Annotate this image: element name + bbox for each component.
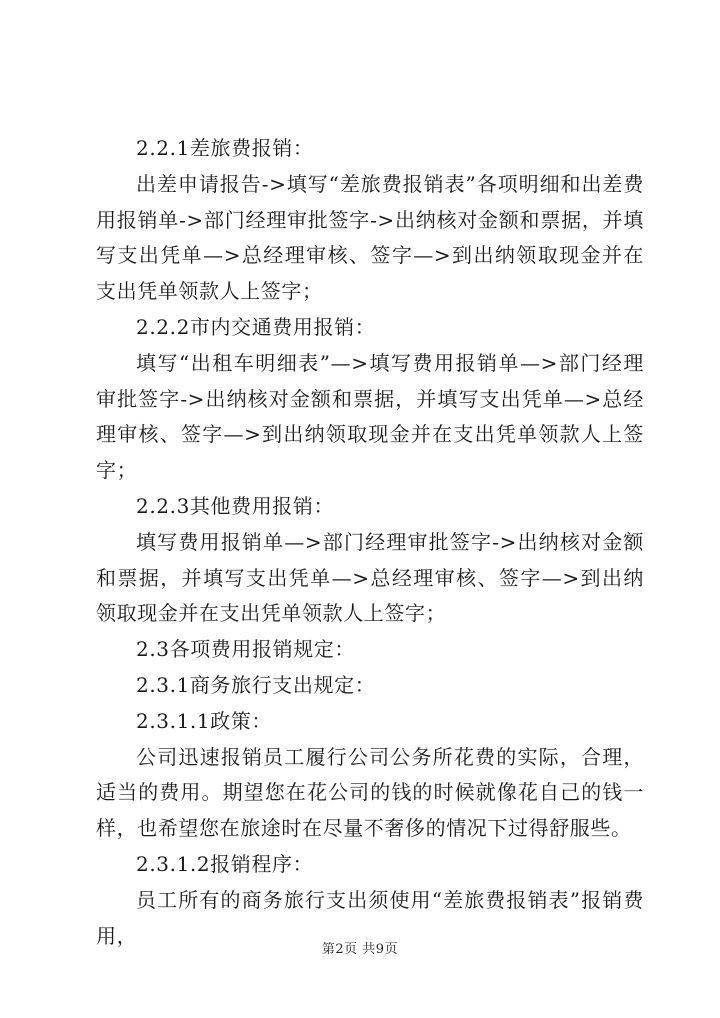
heading-2-2-3: 2.2.3其他费用报销：	[136, 493, 335, 518]
heading-2-3-1: 2.3.1商务旅行支出规定：	[136, 672, 376, 697]
document-body	[96, 131, 644, 954]
paragraph-travel-expense-process: 出差申请报告->填写“差旅费报销表”各项明细和出差费用报销单->部门经理审批签字->出纳核对金额和票据，并填写支出凭单—>总经理审核、签字—>到出纳领取现金并在支出凭单领款人上签字；	[96, 171, 644, 304]
paragraph-policy: 公司迅速报销员工履行公司公务所花费的实际，合理，适当的费用。期望您在花公司的钱的时候就像花自己的钱一样，也希望您在旅途时在尽量不奢侈的情况下过得舒服些。	[96, 744, 644, 841]
heading-2-3: 2.3各项费用报销规定：	[136, 637, 356, 662]
paragraph-reimbursement-procedure: 员工所有的商务旅行支出须使用“差旅费报销表”报销费用，	[96, 887, 644, 948]
page-footer	[0, 938, 720, 957]
heading-2-2-1: 2.2.1差旅费报销：	[136, 136, 314, 160]
heading-2-3-1-1: 2.3.1.1政策：	[136, 708, 272, 733]
heading-2-2-2: 2.2.2市内交通费用报销：	[136, 314, 376, 339]
page-indicator: 第2页 共9页	[321, 942, 399, 957]
paragraph-other-expense-process: 填写费用报销单—>部门经理审批签字->出纳核对金额和票据，并填写支出凭单—>总经理审核、签字—>到出纳领取现金并在支出凭单领款人上签字；	[96, 529, 644, 626]
heading-2-3-1-2: 2.3.1.2报销程序：	[136, 851, 314, 876]
paragraph-local-transport-process: 填写“出租车明细表”—>填写费用报销单—>部门经理审批签字->出纳核对金额和票据，并填写支出凭单—>总经理审核、签字—>到出纳领取现金并在支出凭单领款人上签字；	[96, 350, 644, 483]
